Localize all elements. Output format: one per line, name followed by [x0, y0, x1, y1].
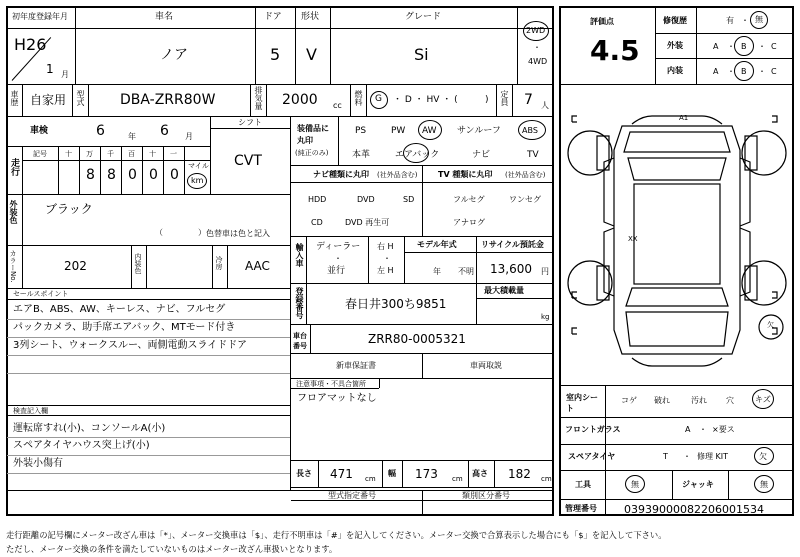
equip-tv: TV [527, 150, 539, 160]
recycle-value: 13,600 [490, 262, 532, 276]
color-paren-open: （ [155, 228, 163, 237]
mileage-unit-100: 百 [128, 150, 135, 158]
inspection-year-unit: 年 [128, 132, 136, 141]
sales-point-line: 3列シート、ウォークスルー、両側電動スライドドア [13, 340, 247, 351]
equip-aw: AW [422, 126, 437, 136]
score-label: 評価点 [590, 17, 614, 26]
repair-dot: ・ [741, 16, 749, 25]
windshield-label: フロントガラス [565, 425, 621, 434]
notes-value: フロアマットなし [297, 393, 377, 404]
color-change-note: 色替車は色と記入 [206, 229, 270, 238]
car-name: ノア [160, 47, 188, 63]
damage-mark-missing: 欠 [767, 321, 774, 329]
mileage-unit-1k: 千 [107, 150, 114, 158]
inspector-line: 運転席すれ(小)、コンソールA(小) [13, 423, 166, 434]
model-year-unknown: 不明 [458, 267, 474, 276]
footer-note-1: 走行距離の記号欄にメーター改ざん車は「*」、メーター交換車は「$」、走行不明車は「#」を記入してください。メーター交換で合算表示した場合にも「$」を記入して下さい。 [6, 530, 667, 540]
nav-sub: (社外品含む) [377, 171, 418, 179]
equip-nav: ナビ [472, 150, 491, 160]
equip-leather: 本革 [352, 150, 371, 160]
mileage-digit: 8 [107, 167, 116, 183]
spare-tire-label: スペアタイヤ [568, 452, 616, 461]
grade: Si [414, 45, 429, 64]
damage-mark-xx: XX [628, 235, 638, 243]
usage: 自家用 [30, 93, 67, 107]
fuel-options: ・ D ・ HV ・ ( [393, 95, 458, 105]
sheet-dirt: 汚れ [691, 396, 707, 405]
ac: AAC [245, 259, 270, 273]
management-value: 0393900008220600153​4 [624, 503, 764, 516]
interior-color-label: 内装色 [134, 253, 142, 274]
height-label: 高さ [472, 469, 488, 478]
tv-fullseg: フルセグ [453, 195, 485, 204]
grade-label: グレード [405, 12, 442, 22]
color-label: 外装色 [9, 200, 18, 224]
mileage-digit: 0 [170, 167, 179, 183]
ac-label: 冷房 [215, 256, 223, 270]
reg-era: H26 [14, 35, 47, 54]
mileage-unit-ones: 一 [170, 150, 177, 158]
import-parallel: 並行 [327, 266, 346, 276]
import-right: 右 H [377, 242, 394, 251]
notes-label: 注意事項・不具合箇所 [296, 380, 366, 388]
drive-4wd: 4WD [528, 57, 548, 66]
model-year-unit: 年 [433, 267, 441, 276]
spare-tire-t: T [663, 452, 668, 461]
spare-tire-missing: 欠 [759, 452, 767, 461]
spare-tire-kit: 修理 KIT [697, 452, 729, 461]
height-value: 182 [508, 467, 531, 481]
windshield-a: A [685, 425, 691, 434]
spare-tire-dot: ・ [683, 452, 691, 461]
exterior-grade-b: B [741, 42, 747, 51]
fuel-g: G [375, 94, 382, 104]
first-reg-label: 初年度登録年月 [12, 12, 68, 21]
import-dealer: ディーラー [316, 242, 361, 252]
max-load-unit: kg [541, 313, 550, 321]
doors: 5 [270, 45, 281, 64]
interior-label: 内装 [667, 66, 683, 75]
inspection-year: 6 [96, 123, 105, 139]
registration-value: 春日井300ち9851 [345, 297, 447, 311]
door-label: ドア [264, 12, 282, 22]
model-year-label: モデル年式 [417, 240, 457, 249]
registration-label: 登録番号 [295, 287, 304, 319]
height-unit: cm [541, 475, 552, 483]
color-no: 202 [64, 259, 87, 273]
footer-note-2: ただし、メーター交換の条件を満たしていないものはメーター改ざん車扱いとなります。 [6, 544, 338, 554]
capacity-label: 定員 [500, 90, 509, 106]
type-designation-label: 型式指定番号 [328, 491, 376, 500]
reg-month: 1 [46, 62, 54, 76]
inspection-month: 6 [160, 123, 169, 139]
repair-no: 無 [755, 15, 763, 24]
mileage-digit: 8 [86, 167, 95, 183]
mileage-unit-tens: 十 [149, 150, 156, 158]
interior-dot-2: ・ [758, 67, 766, 76]
chassis-value: ZRR80-0005321 [368, 332, 466, 346]
exterior-grade-a: A [713, 42, 719, 51]
sales-point-line: パックカメラ、助手席エアバック、MTモード付き [13, 322, 236, 333]
fuel-close: ) [485, 95, 489, 105]
import-label: 輸入車 [295, 243, 304, 267]
interior-grade-a: A [713, 67, 719, 76]
mileage-unit-kigo: 記号 [33, 150, 47, 158]
repair-label: 修復歴 [663, 16, 687, 25]
reg-month-unit: 月 [61, 70, 69, 79]
model: DBA-ZRR80W [120, 92, 216, 108]
exterior-dot: ・ [727, 42, 735, 51]
nav-hdd: HDD [308, 195, 327, 204]
inspection-label: 車検 [30, 126, 49, 136]
sheet-tear: 破れ [654, 396, 670, 405]
width-label: 幅 [388, 469, 396, 478]
length-value: 471 [330, 467, 353, 481]
mileage-digit: 0 [149, 167, 158, 183]
tv-label: TV 種類に丸印 [438, 170, 493, 179]
color-no-label: カラーNo. [9, 250, 17, 283]
length-label: 長さ [296, 469, 312, 478]
equipment-label-3: (純正のみ) [295, 149, 329, 157]
capacity: 7 [524, 92, 533, 108]
recycle-yen: 円 [541, 267, 549, 276]
tv-sub: (社外品含む) [505, 171, 546, 179]
equip-airbag: エアバック [395, 150, 440, 160]
equip-abs: ABS [522, 126, 538, 135]
color-value: ブラック [45, 202, 93, 216]
displacement: 2000 [282, 92, 318, 108]
mile-label: マイル [188, 162, 209, 170]
vehicle-manual: 車両取説 [470, 361, 502, 370]
recycle-label: リサイクル預託金 [481, 240, 544, 249]
cc-unit: cc [333, 101, 342, 110]
equipment-label-1: 装備品に [297, 124, 329, 133]
import-left: 左 H [377, 266, 394, 275]
jack-value: 無 [760, 480, 768, 489]
damage-mark-a1: A1 [679, 114, 689, 122]
capacity-unit: 人 [541, 101, 549, 110]
mileage-label: 走行 [9, 158, 19, 176]
nav-sd: SD [403, 195, 415, 204]
shape-label: 形状 [301, 12, 320, 22]
nav-label: ナビ種類に丸印 [313, 170, 369, 179]
interior-grade-b: B [741, 67, 747, 76]
length-unit: cm [365, 475, 376, 483]
car-damage-diagram [562, 86, 792, 382]
new-car-warranty: 新車保証書 [336, 361, 376, 370]
interior-sheet-label-1: 室内シート [566, 393, 598, 413]
mileage-unit-10: 十 [65, 150, 72, 158]
nav-dvd-play: DVD 再生可 [345, 218, 390, 227]
tools-label: 工具 [575, 480, 591, 489]
interior-dot: ・ [727, 67, 735, 76]
usage-label: 車歴 [10, 90, 19, 106]
drive-dot: ・ [533, 43, 541, 52]
shift-label: シフト [238, 118, 262, 127]
sales-points-label: セールスポイント [13, 290, 69, 298]
exterior-label: 外装 [667, 41, 683, 50]
equip-ps: PS [355, 126, 367, 136]
shape: V [306, 45, 317, 64]
color-paren-close: ） [198, 228, 206, 237]
equipment-label-2: 丸印 [297, 136, 313, 145]
class-designation-label: 類別区分番号 [462, 491, 510, 500]
nav-cd: CD [311, 218, 323, 227]
displacement-label: 排気量 [254, 86, 263, 110]
width-unit: cm [452, 475, 463, 483]
inspector-line: スペアタイヤハウス突上げ(小) [13, 440, 150, 451]
inspector-label: 検査記入欄 [13, 407, 48, 415]
chassis-label-1: 車台番号 [293, 332, 307, 350]
sheet-burn: コゲ [621, 396, 637, 405]
inspection-month-unit: 月 [185, 132, 193, 141]
import-dot: ・ [334, 254, 342, 263]
width-value: 173 [415, 467, 438, 481]
repair-yes: 有 [726, 16, 734, 25]
sheet-hole: 穴 [726, 396, 734, 405]
km-unit: km [191, 176, 204, 185]
car-name-label: 車名 [155, 12, 174, 22]
shift: CVT [234, 153, 262, 169]
sheet-scratch: キズ [755, 395, 771, 404]
equip-pw: PW [391, 126, 406, 136]
import-dot-2: ・ [383, 254, 391, 263]
drive-2wd: 2WD [526, 26, 546, 35]
tools-value: 無 [631, 480, 639, 489]
equip-sunroof: サンルーフ [457, 126, 501, 136]
exterior-dot-2: ・ [758, 42, 766, 51]
interior-grade-c: C [771, 67, 777, 76]
tv-analog: アナログ [453, 218, 485, 227]
management-label: 管理番号 [565, 504, 597, 513]
windshield-x: ×要ス [712, 425, 735, 434]
inspector-line: 外装小傷有 [13, 458, 63, 469]
exterior-grade-c: C [771, 42, 777, 51]
jack-label: ジャッキ [682, 480, 714, 489]
max-load-label: 最大積載量 [484, 286, 524, 295]
mileage-digit: 0 [128, 167, 137, 183]
model-label: 型式 [76, 90, 85, 106]
sales-point-line: エアB、ABS、AW、キーレス、ナビ、フルセグ [13, 304, 226, 315]
windshield-dot: ・ [699, 425, 707, 434]
fuel-label: 燃料 [354, 90, 363, 106]
tv-oneseg: ワンセグ [509, 195, 541, 204]
nav-dvd: DVD [357, 195, 375, 204]
mileage-unit-10k: 万 [86, 150, 93, 158]
score-value: 4.5 [590, 34, 640, 67]
